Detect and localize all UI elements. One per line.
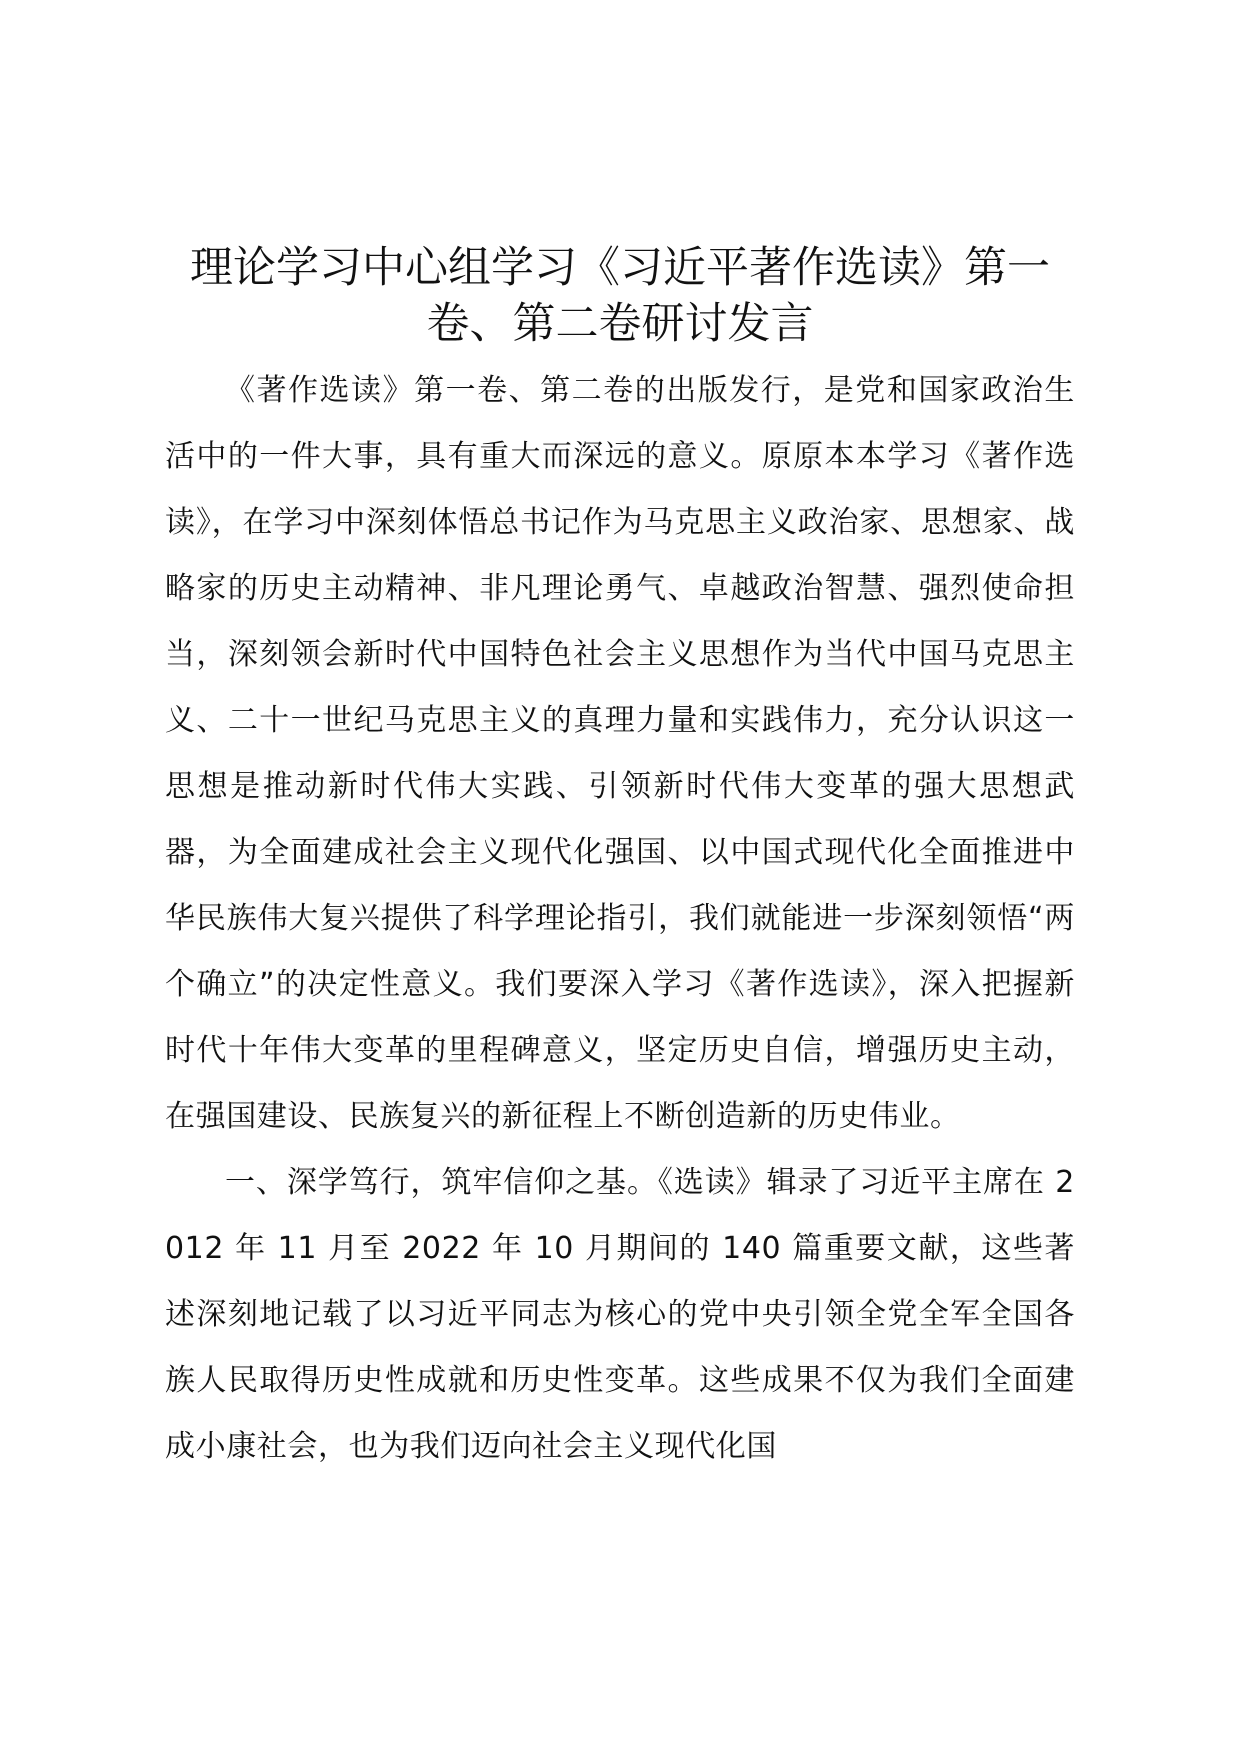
document-title: 理论学习中心组学习《习近平著作选读》第一卷、第二卷研讨发言 bbox=[190, 243, 1050, 349]
body-paragraph-2: 一、深学笃行，筑牢信仰之基。《选读》辑录了习近平主席在 2012 年 11 月至 2022 年 10 月期间的 140 篇重要文献，这些著述深刻地记载了以习近平同志为核心的党中央引领全党全军全国各族人民取得历史性成就和历史性变革。这些成果不仅为我们全面建成小康社会，也为我们迈向社会主义现代化国 bbox=[165, 1165, 1075, 1464]
body-paragraph-1: 《著作选读》第一卷、第二卷的出版发行，是党和国家政治生活中的一件大事，具有重大而深远的意义。原原本本学习《著作选读》，在学习中深刻体悟总书记作为马克思主义政治家、思想家、战略家的历史主动精神、非凡理论勇气、卓越政治智慧、强烈使命担当，深刻领会新时代中国特色社会主义思想作为当代中国马克思主义、二十一世纪马克思主义的真理力量和实践伟力，充分认识这一思想是推动新时代伟大实践、引领新时代伟大变革的强大思想武器，为全面建成社会主义现代化强国、以中国式现代化全面推进中华民族伟大复兴提供了科学理论指引，我们就能进一步深刻领悟“两个确立”的决定性意义。我们要深入学习《著作选读》，深入把握新时代十年伟大变革的里程碑意义，坚定历史自信，增强历史主动，在强国建设、民族复兴的新征程上不断创造新的历史伟业。 bbox=[165, 373, 1075, 1134]
document-page bbox=[165, 240, 1075, 1480]
